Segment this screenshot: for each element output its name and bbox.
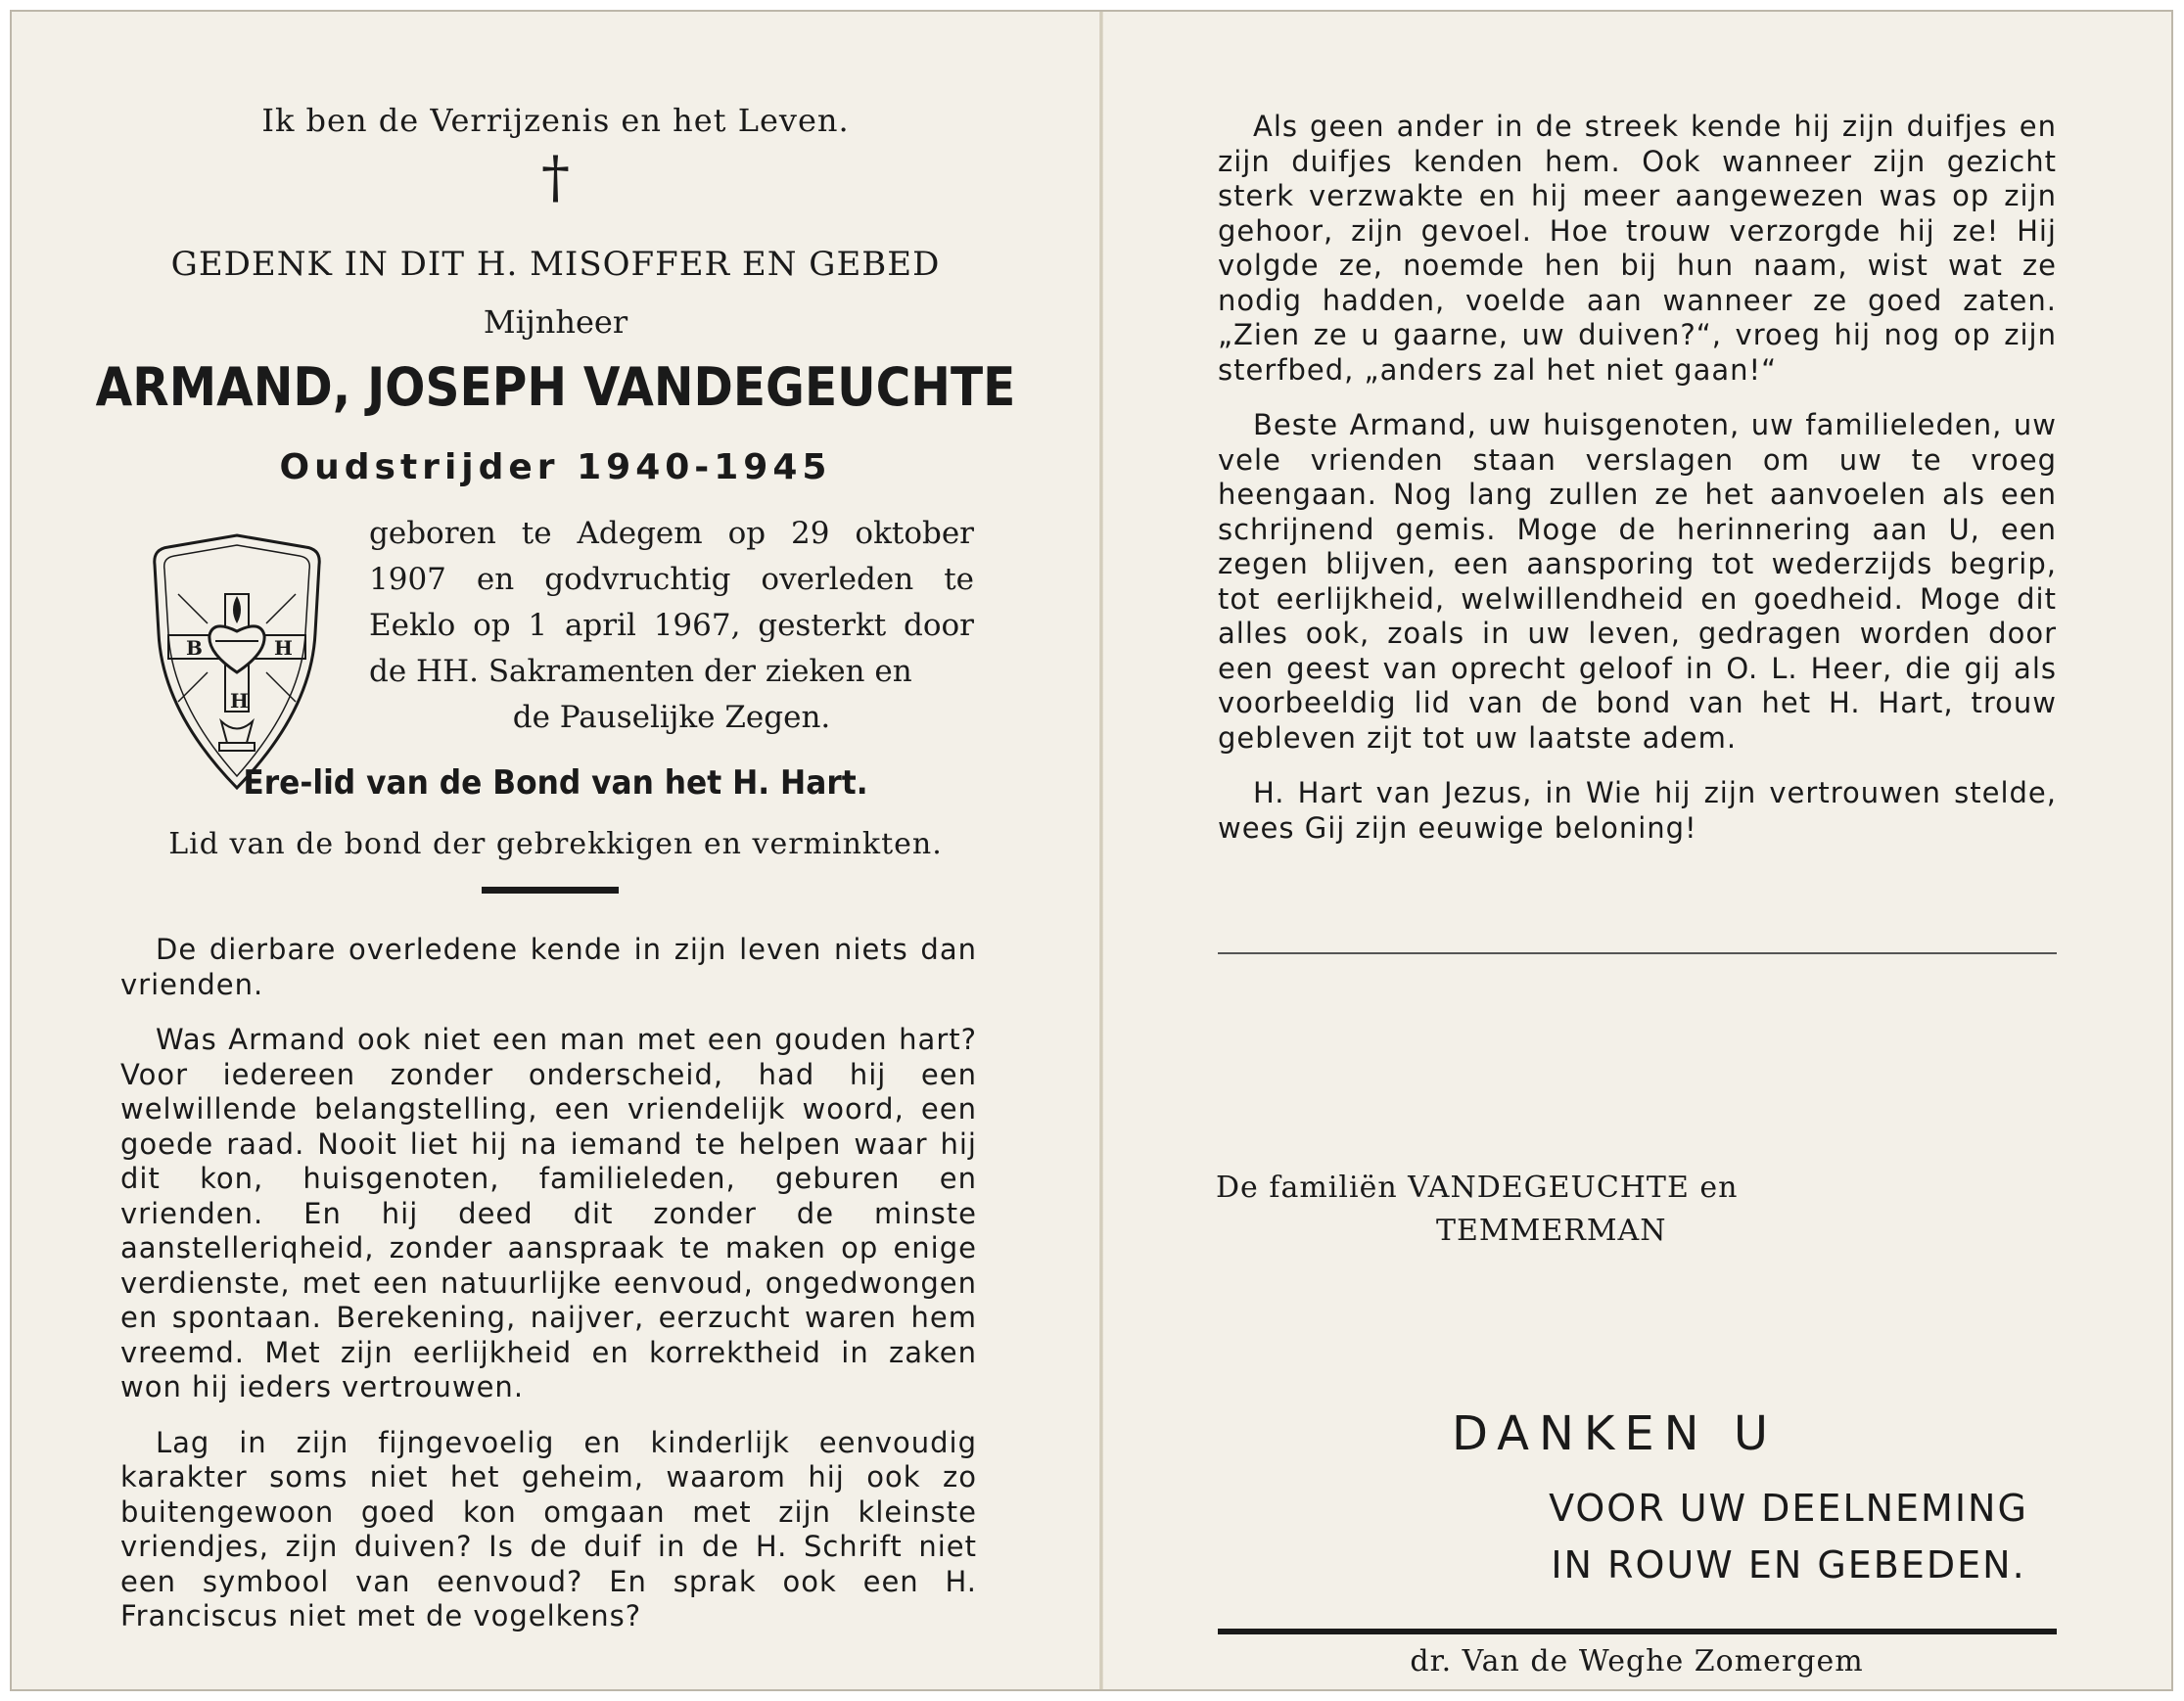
emblem-letter-h-bottom: H [230, 689, 249, 713]
emblem-letter-h-right: H [274, 636, 293, 660]
thanks-line-2: IN ROUW EN GEBEDEN. [1551, 1543, 2026, 1586]
right-eulogy [1218, 110, 2057, 866]
honorary-member-line: Ere-lid van de Bond van het H. Hart. [243, 763, 868, 803]
birth-death-details [369, 511, 974, 741]
printer-credit: dr. Van de Weghe Zomergem [1410, 1644, 1864, 1678]
emblem-letter-b: B [186, 636, 203, 660]
left-eulogy [120, 933, 977, 1655]
eulogy-paragraph: De dierbare overledene kende in zijn leven niets dan vrienden. [120, 933, 977, 1001]
thanks-line-1: VOOR UW DEELNEMING [1549, 1487, 2028, 1530]
birth-text: geboren te Adegem op 29 oktober 1907 en godvruchtig overleden te Eeklo op 1 april 1967, gesterkt door de HH. Sakramenten der zieken en [369, 516, 974, 689]
divider [482, 887, 619, 894]
thanks-text [1495, 1480, 2082, 1593]
eulogy-paragraph: Was Armand ook niet een man met een gouden hart? Voor iedereen zonder onderscheid, had hij een welwillende belangstelling, een vriendelijk woord, een goede raad. Nooit liet hij na iemand te helpen waar hij dit kon, huisgenoten, familieleden, geburen en vrienden. En hij deed dit zonder de minste aanstelleriqheid, zonder aanspraak te maken op enige verdienste, met een natuurlijke eenvoud, ongedwongen en spontaan. Berekening, naijver, eerzucht waren hem vreemd. Met zijn eerlijkheid en korrektheid in zaken won hij ieders vertrouwen. [120, 1023, 977, 1403]
right-page [1103, 12, 2173, 1689]
family-line-2: TEMMERMAN [1436, 1214, 1667, 1248]
eulogy-paragraph: H. Hart van Jezus, in Wie hij zijn vertrouwen stelde, wees Gij zijn eeuwige beloning! [1218, 776, 2057, 845]
eulogy-paragraph: Als geen ander in de streek kende hij zijn duifjes en zijn duifjes kenden hem. Ook wanneer zijn gezicht sterk verzwakte en hij meer aangewezen was op zijn gehoor, zijn gevoel. Hoe trouw verzorgde hij ze! Hij volgde ze, noemde hen bij hun naam, wist wat ze nodig hadden, voelde aan wanneer ze goed zaten. „Zien ze u gaarne, uw duiven?“, vroeg hij nog op zijn sterfbed, „anders zal het niet gaan!“ [1218, 110, 2057, 387]
birth-text-last: de Pauselijke Zegen. [512, 700, 831, 735]
remembrance-heading: GEDENK IN DIT H. MISOFFER EN GEBED [170, 245, 941, 284]
thanks-heading: DANKEN U [1452, 1406, 1778, 1461]
veteran-line: Oudstrijder 1940-1945 [279, 447, 832, 487]
eulogy-paragraph: Beste Armand, uw huisgenoten, uw familieleden, uw vele vrienden staan verslagen om uw te vroeg heengaan. Nog lang zullen ze het aanvoelen als een schrijnend gemis. Moge de herinnering aan U, een zegen blijven, een aansporing tot wederzijds begrip, tot eerlijkheid, welwillendheid en goedheid. Moge dit alles ook, zoals in uw leven, gedragen worden door een geest van oprecht geloof in O. L. Heer, die gij als voorbeeldig lid van de bond van het H. Hart, trouw gebleven zijt tot uw laatste adem. [1218, 408, 2057, 755]
left-page [12, 12, 1099, 1689]
cross-icon: † [541, 144, 570, 210]
deceased-name: ARMAND, JOSEPH VANDEGEUCHTE [95, 356, 1016, 418]
memorial-card [10, 10, 2173, 1691]
family-line-1: De familiën VANDEGEUCHTE en [1216, 1171, 1739, 1205]
honorific: Mijnheer [483, 303, 628, 341]
thin-rule [1218, 952, 2057, 954]
sacred-heart-emblem-icon [139, 526, 335, 800]
motto: Ik ben de Verrijzenis en het Leven. [261, 102, 850, 139]
member-line: Lid van de bond der gebrekkigen en verminkten. [168, 827, 943, 861]
eulogy-paragraph: Lag in zijn fijngevoelig en kinderlijk eenvoudig karakter soms niet het geheim, waarom hij ook zo buitengewoon goed kon omgaan met zijn kleinste vriendjes, zijn duiven? Is de duif in de H. Schrift niet een symbool van eenvoud? En sprak ook een H. Franciscus niet met de vogelkens? [120, 1425, 977, 1632]
family-names [1216, 1167, 1738, 1253]
thick-rule [1218, 1629, 2057, 1634]
